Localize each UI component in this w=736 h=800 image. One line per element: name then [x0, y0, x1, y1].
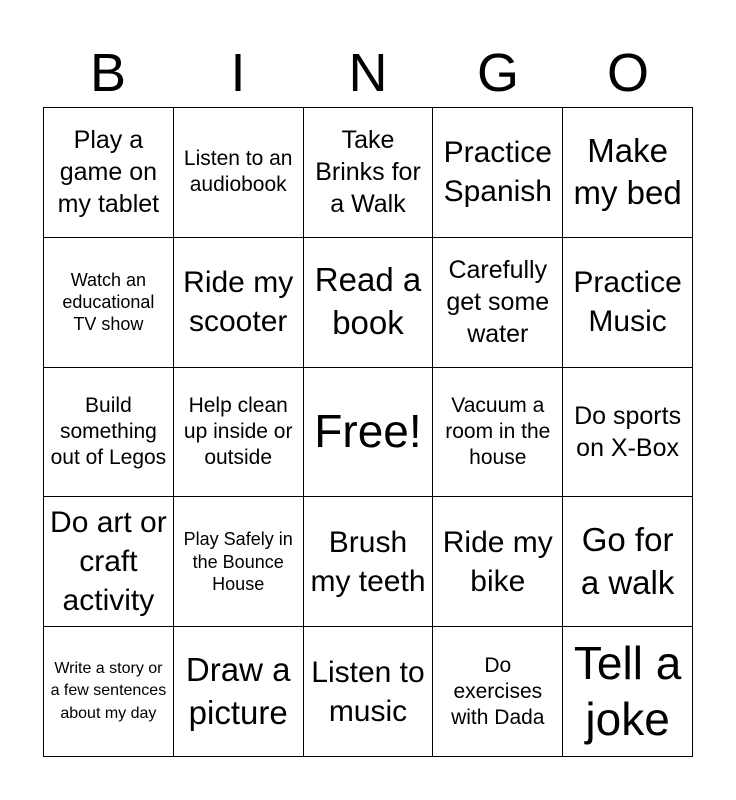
cell-text: Help clean up inside or outside — [183, 393, 293, 469]
bingo-cell[interactable] — [433, 368, 563, 498]
bingo-cell[interactable] — [304, 238, 434, 368]
header-letter-b: B — [89, 43, 127, 103]
cell-text: Play a game on my tablet — [57, 126, 160, 219]
cell-text: Do sports on X-Box — [574, 401, 682, 462]
cell-text: Listen to an audiobook — [183, 147, 293, 197]
bingo-cell[interactable] — [174, 238, 304, 368]
header-letter-o: O — [606, 43, 649, 103]
bingo-cell[interactable] — [304, 108, 434, 238]
bingo-cell[interactable] — [174, 627, 304, 757]
bingo-cell[interactable] — [563, 627, 693, 757]
bingo-cell[interactable] — [174, 497, 304, 627]
cell-text: Play Safely in the Bounce House — [183, 529, 293, 594]
cell-text: Do art or craft activity — [50, 506, 167, 618]
cell-text: Carefully get some water — [446, 256, 550, 349]
cell-text: Ride my scooter — [183, 266, 294, 339]
bingo-cell[interactable] — [433, 108, 563, 238]
free-space[interactable] — [304, 368, 434, 498]
bingo-board — [43, 107, 693, 757]
bingo-header — [43, 38, 693, 108]
bingo-cell[interactable] — [563, 497, 693, 627]
cell-text: Practice Music — [573, 266, 682, 339]
cell-text: Vacuum a room in the house — [445, 393, 551, 469]
bingo-cell[interactable] — [44, 238, 174, 368]
header-letter-n: N — [348, 43, 388, 103]
bingo-cell[interactable] — [304, 497, 434, 627]
bingo-cell[interactable] — [563, 238, 693, 368]
header-letter-g: G — [476, 43, 519, 103]
cell-text: Do exercises with Dada — [451, 653, 545, 729]
cell-text: Write a story or a few sentences about my day — [50, 660, 167, 722]
cell-text: Brush my teeth — [310, 525, 426, 598]
cell-text: Watch an educational TV show — [62, 269, 155, 335]
bingo-cell[interactable] — [44, 108, 174, 238]
bingo-cell[interactable] — [304, 627, 434, 757]
cell-text: Take Brinks for a Walk — [315, 126, 421, 219]
cell-text: Practice Spanish — [443, 136, 552, 209]
bingo-cell[interactable] — [433, 238, 563, 368]
cell-text: Ride my bike — [442, 525, 553, 598]
cell-text: Draw a picture — [185, 650, 291, 731]
cell-text: Listen to music — [311, 655, 425, 728]
cell-text: Tell a joke — [573, 637, 682, 745]
header-letter-i: I — [230, 43, 246, 103]
bingo-cell[interactable] — [563, 368, 693, 498]
bingo-cell[interactable] — [44, 497, 174, 627]
cell-text: Read a book — [314, 261, 422, 342]
bingo-cell[interactable] — [563, 108, 693, 238]
cell-text: Make my bed — [573, 131, 682, 212]
bingo-cell[interactable] — [433, 497, 563, 627]
bingo-cell[interactable] — [44, 368, 174, 498]
cell-text: Go for a walk — [580, 520, 675, 601]
bingo-cell[interactable] — [174, 108, 304, 238]
bingo-cell[interactable] — [44, 627, 174, 757]
bingo-cell[interactable] — [174, 368, 304, 498]
cell-text: Free! — [314, 405, 422, 458]
cell-text: Build something out of Legos — [50, 393, 167, 469]
bingo-cell[interactable] — [433, 627, 563, 757]
